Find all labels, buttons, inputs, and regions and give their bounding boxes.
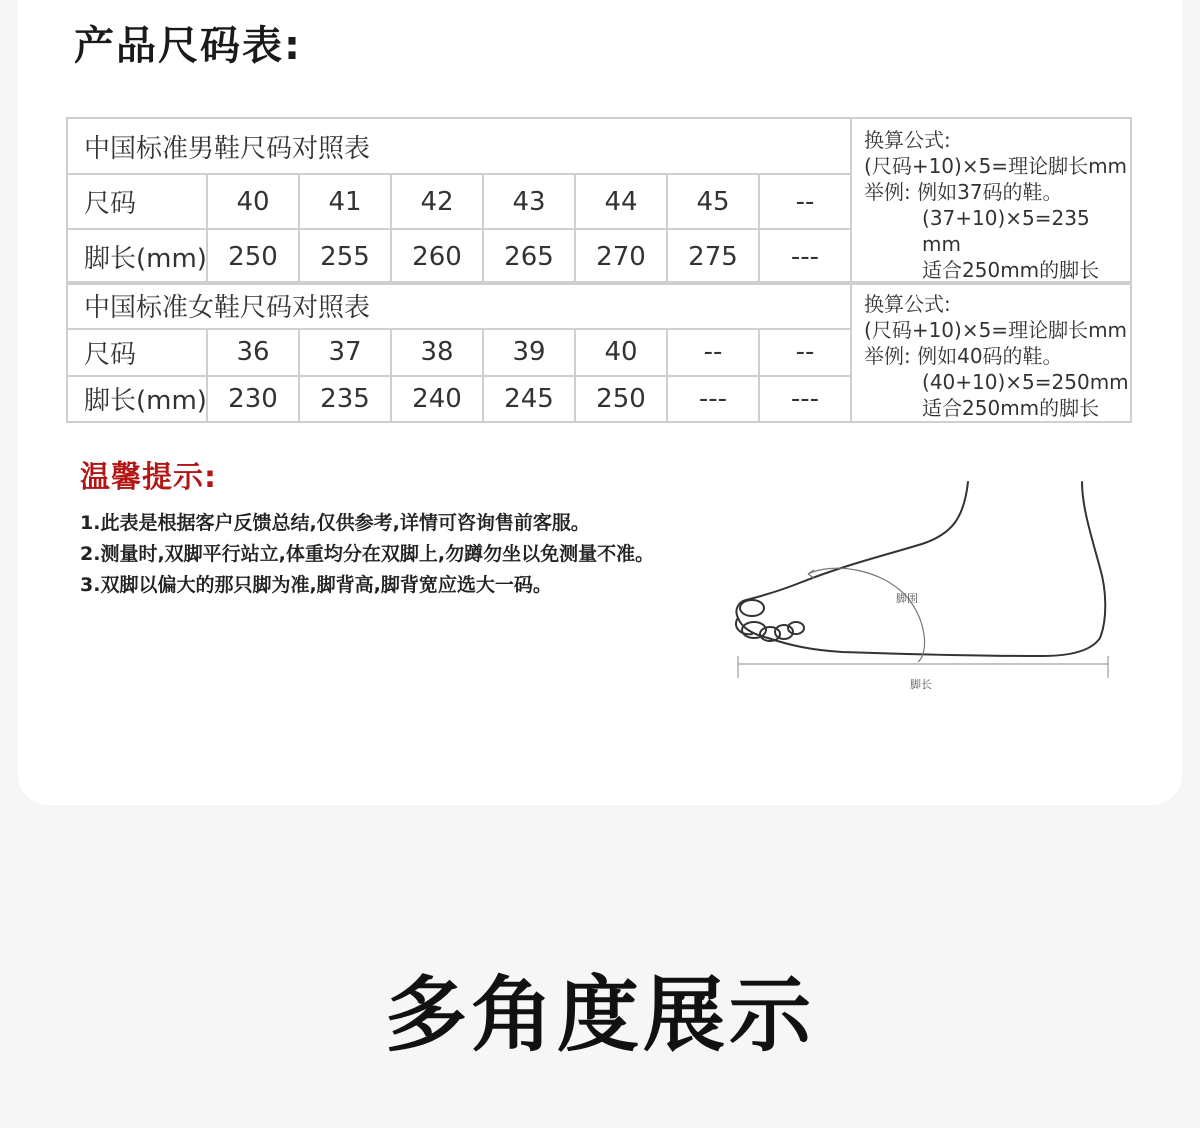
section-title: 多角度展示 xyxy=(384,968,815,1063)
tips-list xyxy=(80,508,654,601)
page-title: 产品尺码表: xyxy=(74,23,302,69)
length-cell: --- xyxy=(759,376,851,422)
foot-measurement-diagram xyxy=(732,478,1132,698)
size-cell: 43 xyxy=(483,174,575,229)
length-row-label: 脚长(mm) xyxy=(67,376,207,422)
women-formula xyxy=(851,282,1131,422)
formula-rule: (尺码+10)×5=理论脚长mm xyxy=(864,318,1128,342)
size-cell: -- xyxy=(667,329,759,375)
tip-item: 3.双脚以偏大的那只脚为准,脚背高,脚背宽应选大一码。 xyxy=(80,574,552,596)
women-size-table xyxy=(66,281,1132,423)
formula-example: 举例: 例如37码的鞋。 xyxy=(864,180,1063,204)
size-cell: 39 xyxy=(483,329,575,375)
size-cell: 44 xyxy=(575,174,667,229)
size-cell: 40 xyxy=(575,329,667,375)
formula-title: 换算公式: xyxy=(864,128,951,152)
tip-item: 2.测量时,双脚平行站立,体重均分在双脚上,勿蹲勿坐以免测量不准。 xyxy=(80,543,655,565)
length-cell: --- xyxy=(667,376,759,422)
girth-line xyxy=(808,568,925,662)
size-cell: 42 xyxy=(391,174,483,229)
length-cell: 250 xyxy=(575,376,667,422)
size-cell: 38 xyxy=(391,329,483,375)
formula-calc: (37+10)×5=235 mm xyxy=(922,206,1090,256)
length-cell: 230 xyxy=(207,376,299,422)
formula-result: 适合250mm的脚长 xyxy=(922,396,1100,420)
size-cell: 41 xyxy=(299,174,391,229)
tip-item: 1.此表是根据客户反馈总结,仅供参考,详情可咨询售前客服。 xyxy=(80,512,590,534)
length-cell: 255 xyxy=(299,229,391,284)
length-cell: 265 xyxy=(483,229,575,284)
men-table-caption: 中国标准男鞋尺码对照表 xyxy=(67,118,851,174)
length-cell: 245 xyxy=(483,376,575,422)
women-table-caption: 中国标准女鞋尺码对照表 xyxy=(67,282,851,329)
size-cell: 40 xyxy=(207,174,299,229)
formula-example: 举例: 例如40码的鞋。 xyxy=(864,344,1063,368)
size-cell: 36 xyxy=(207,329,299,375)
men-formula xyxy=(851,118,1131,284)
tips-title: 温馨提示: xyxy=(80,460,217,495)
size-row-label: 尺码 xyxy=(67,174,207,229)
size-cell: 45 xyxy=(667,174,759,229)
girth-label: 脚围 xyxy=(896,592,918,605)
length-row-label: 脚长(mm) xyxy=(67,229,207,284)
length-cell: --- xyxy=(759,229,851,284)
length-cell: 250 xyxy=(207,229,299,284)
length-cell: 270 xyxy=(575,229,667,284)
size-cell: -- xyxy=(759,329,851,375)
size-cell: 37 xyxy=(299,329,391,375)
length-cell: 275 xyxy=(667,229,759,284)
formula-result: 适合250mm的脚长 xyxy=(922,258,1100,282)
length-cell: 260 xyxy=(391,229,483,284)
length-cell: 240 xyxy=(391,376,483,422)
foot-outline-icon xyxy=(736,482,1105,656)
men-size-table xyxy=(66,117,1132,285)
formula-calc: (40+10)×5=250mm xyxy=(922,370,1129,394)
length-dimension-line xyxy=(738,656,1108,678)
formula-rule: (尺码+10)×5=理论脚长mm xyxy=(864,154,1128,178)
size-row-label: 尺码 xyxy=(67,329,207,375)
size-cell: -- xyxy=(759,174,851,229)
length-cell: 235 xyxy=(299,376,391,422)
length-label: 脚长 xyxy=(910,678,932,691)
formula-title: 换算公式: xyxy=(864,292,951,316)
